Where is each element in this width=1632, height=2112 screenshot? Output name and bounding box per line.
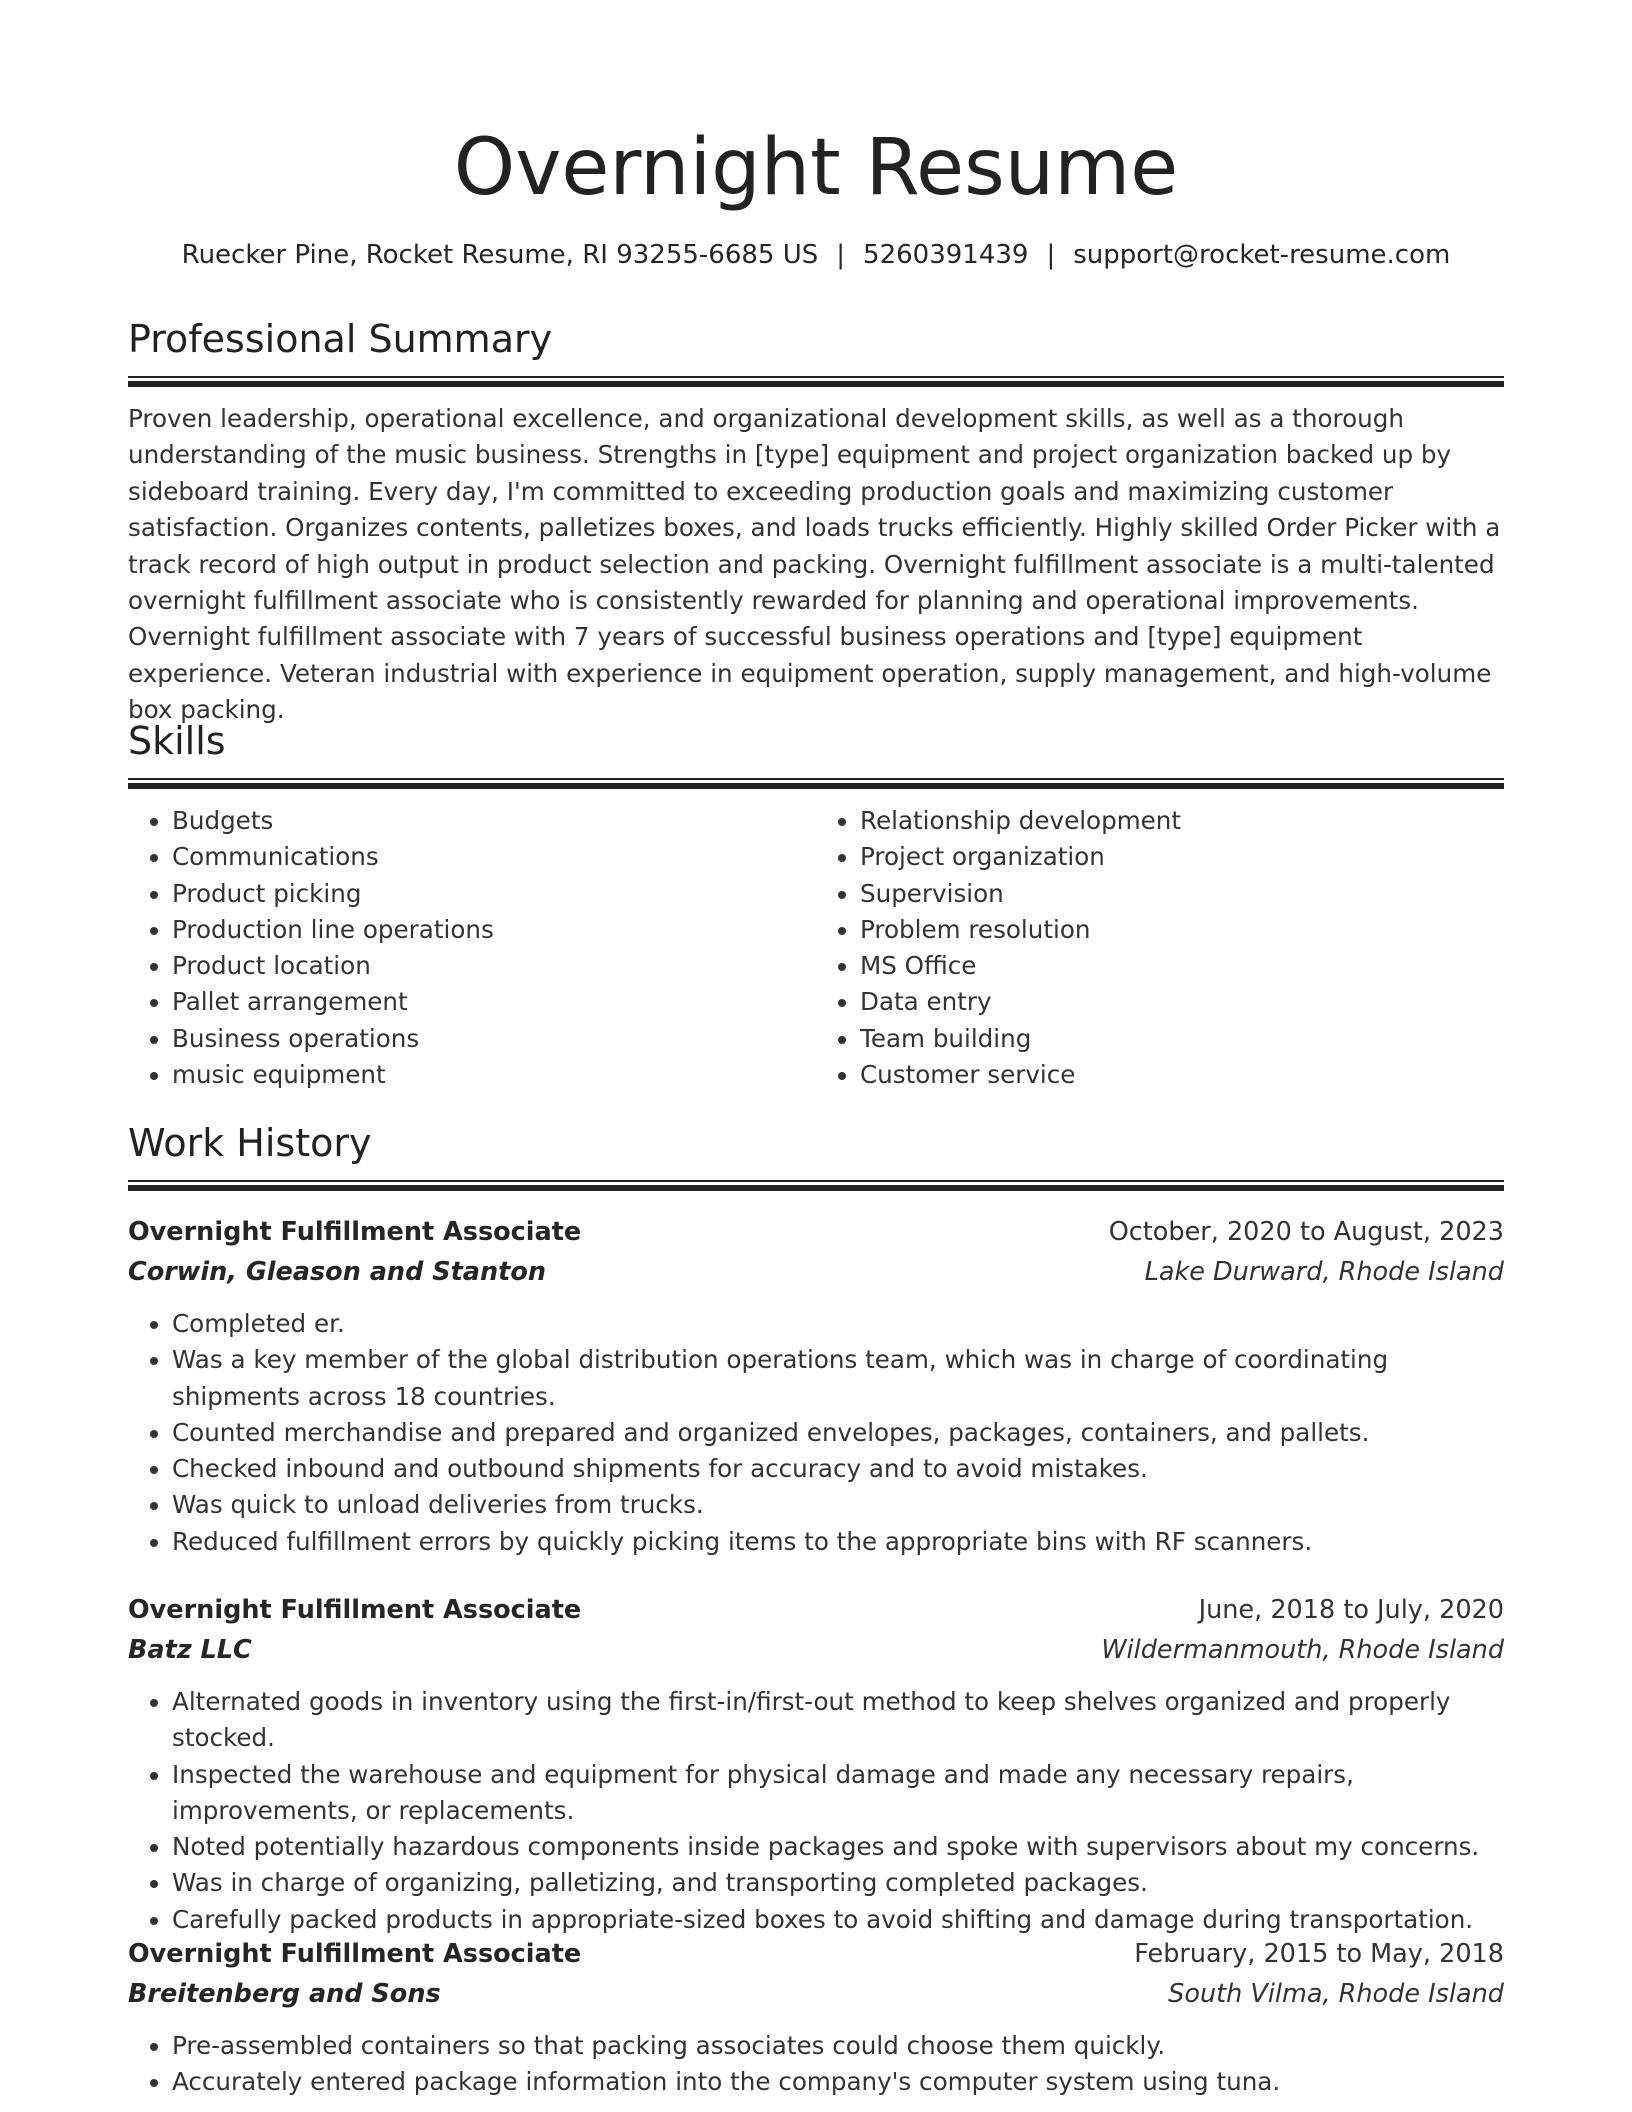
job-company: Breitenberg and Sons [128,1979,441,2009]
contact-address: Ruecker Pine, Rocket Resume, RI 93255-6685 US [181,240,819,270]
job-company-row [128,1252,1504,1292]
job-bullet: • Carefully packed products in appropriate-sized boxes to avoid shifting and damage during transportation. [172,1902,1504,1938]
job-bullet: • Was quick to unload deliveries from trucks. [172,1487,1504,1523]
job-location: Lake Durward, Rhode Island [1144,1257,1504,1287]
skill-item: • Communications [172,839,816,875]
job-bullet: • Reduced fulfillment errors by quickly picking items to the appropriate bins with RF scanners. [172,1524,1504,1560]
skills-list-left [128,803,816,1093]
skill-item: • Pallet arrangement [172,984,816,1020]
contact-email: support@rocket-resume.com [1073,240,1451,270]
skill-item: • Supervision [860,876,1504,912]
job-bullets [128,2028,1504,2101]
skills-heading: Skills [128,719,226,763]
skill-item: • Problem resolution [860,912,1504,948]
contact-separator: | [1046,240,1056,270]
work-history-heading: Work History [128,1121,372,1165]
job-bullet: • Was in charge of organizing, palletizing, and transporting completed packages. [172,1865,1504,1901]
job-title: Overnight Fulfillment Associate [128,1217,582,1247]
job-bullets [128,1306,1504,1560]
resume-name: Overnight Resume [453,123,1179,213]
skill-item: • Team building [860,1021,1504,1057]
job-title: Overnight Fulfillment Associate [128,1939,582,1969]
contact-phone: 5260391439 [863,240,1029,270]
skill-item: • Product picking [172,876,816,912]
job-company: Corwin, Gleason and Stanton [128,1257,546,1287]
skill-item: • Customer service [860,1057,1504,1093]
job-bullet: • Alternated goods in inventory using the first-in/first-out method to keep shelves organized and properly stocked. [172,1684,1504,1757]
job-header-row [128,1934,1504,1974]
skill-item: • Project organization [860,839,1504,875]
job-company-row [128,1974,1504,2014]
skill-item: • Data entry [860,984,1504,1020]
skills-section [128,718,1504,1093]
job-bullets [128,1684,1504,1938]
job-location: South Vilma, Rhode Island [1168,1979,1504,2009]
job-header-row [128,1212,1504,1252]
job-entry [128,1590,1504,1938]
skill-item: • Product location [172,948,816,984]
skill-item: • Relationship development [860,803,1504,839]
contact-line [128,238,1504,272]
skills-list-right [816,803,1504,1093]
job-bullet: • Accurately entered package information into the company's computer system using tuna. [172,2064,1504,2100]
skill-item: • Production line operations [172,912,816,948]
skill-item: • music equipment [172,1057,816,1093]
job-company: Batz LLC [128,1635,252,1665]
section-divider [128,376,1504,387]
job-bullet: • Completed er. [172,1306,1504,1342]
skill-item: • Budgets [172,803,816,839]
skill-item: • Business operations [172,1021,816,1057]
job-dates: February, 2015 to May, 2018 [1134,1939,1504,1969]
job-location: Wildermanmouth, Rhode Island [1101,1635,1504,1665]
job-bullet: • Pre-assembled containers so that packing associates could choose them quickly. [172,2028,1504,2064]
skill-item: • MS Office [860,948,1504,984]
skills-columns [128,803,1504,1093]
job-title: Overnight Fulfillment Associate [128,1595,582,1625]
section-divider [128,1180,1504,1191]
job-entry [128,1934,1504,2101]
summary-text: Proven leadership, operational excellence, and organizational development skills, as well as a thorough understanding of the music business. Strengths in [type] equipment and project organization backed up by sideboard training. Every day, I'm committed to exceeding production goals and maximizing customer satisfaction. Organizes contents, palletizes boxes, and loads trucks efficiently. Highly skilled Order Picker with a track record of high output in product selection and packing. Overnight fulfillment associate is a multi-talented overnight fulfillment associate who is consistently rewarded for planning and operational improvements. Overnight fulfillment associate with 7 years of successful business operations and [type] equipment experience. Veteran industrial with experience in equipment operation, supply management, and high-volume box packing. [128,404,1501,725]
job-entry [128,1212,1504,1560]
job-company-row [128,1630,1504,1670]
job-bullet: • Noted potentially hazardous components inside packages and spoke with supervisors about my concerns. [172,1829,1504,1865]
summary-heading: Professional Summary [128,317,553,361]
work-history-section [128,1120,1504,1191]
job-bullet: • Was a key member of the global distribution operations team, which was in charge of coordinating shipments across 18 countries. [172,1342,1504,1415]
job-bullet: • Inspected the warehouse and equipment for physical damage and made any necessary repairs, improvements, or replacements. [172,1757,1504,1830]
job-dates: October, 2020 to August, 2023 [1108,1217,1504,1247]
summary-section [128,316,1504,729]
contact-separator: | [836,240,846,270]
job-header-row [128,1590,1504,1630]
job-dates: June, 2018 to July, 2020 [1198,1595,1504,1625]
job-bullet: • Counted merchandise and prepared and organized envelopes, packages, containers, and pallets. [172,1415,1504,1451]
section-divider [128,778,1504,789]
job-bullet: • Checked inbound and outbound shipments for accuracy and to avoid mistakes. [172,1451,1504,1487]
